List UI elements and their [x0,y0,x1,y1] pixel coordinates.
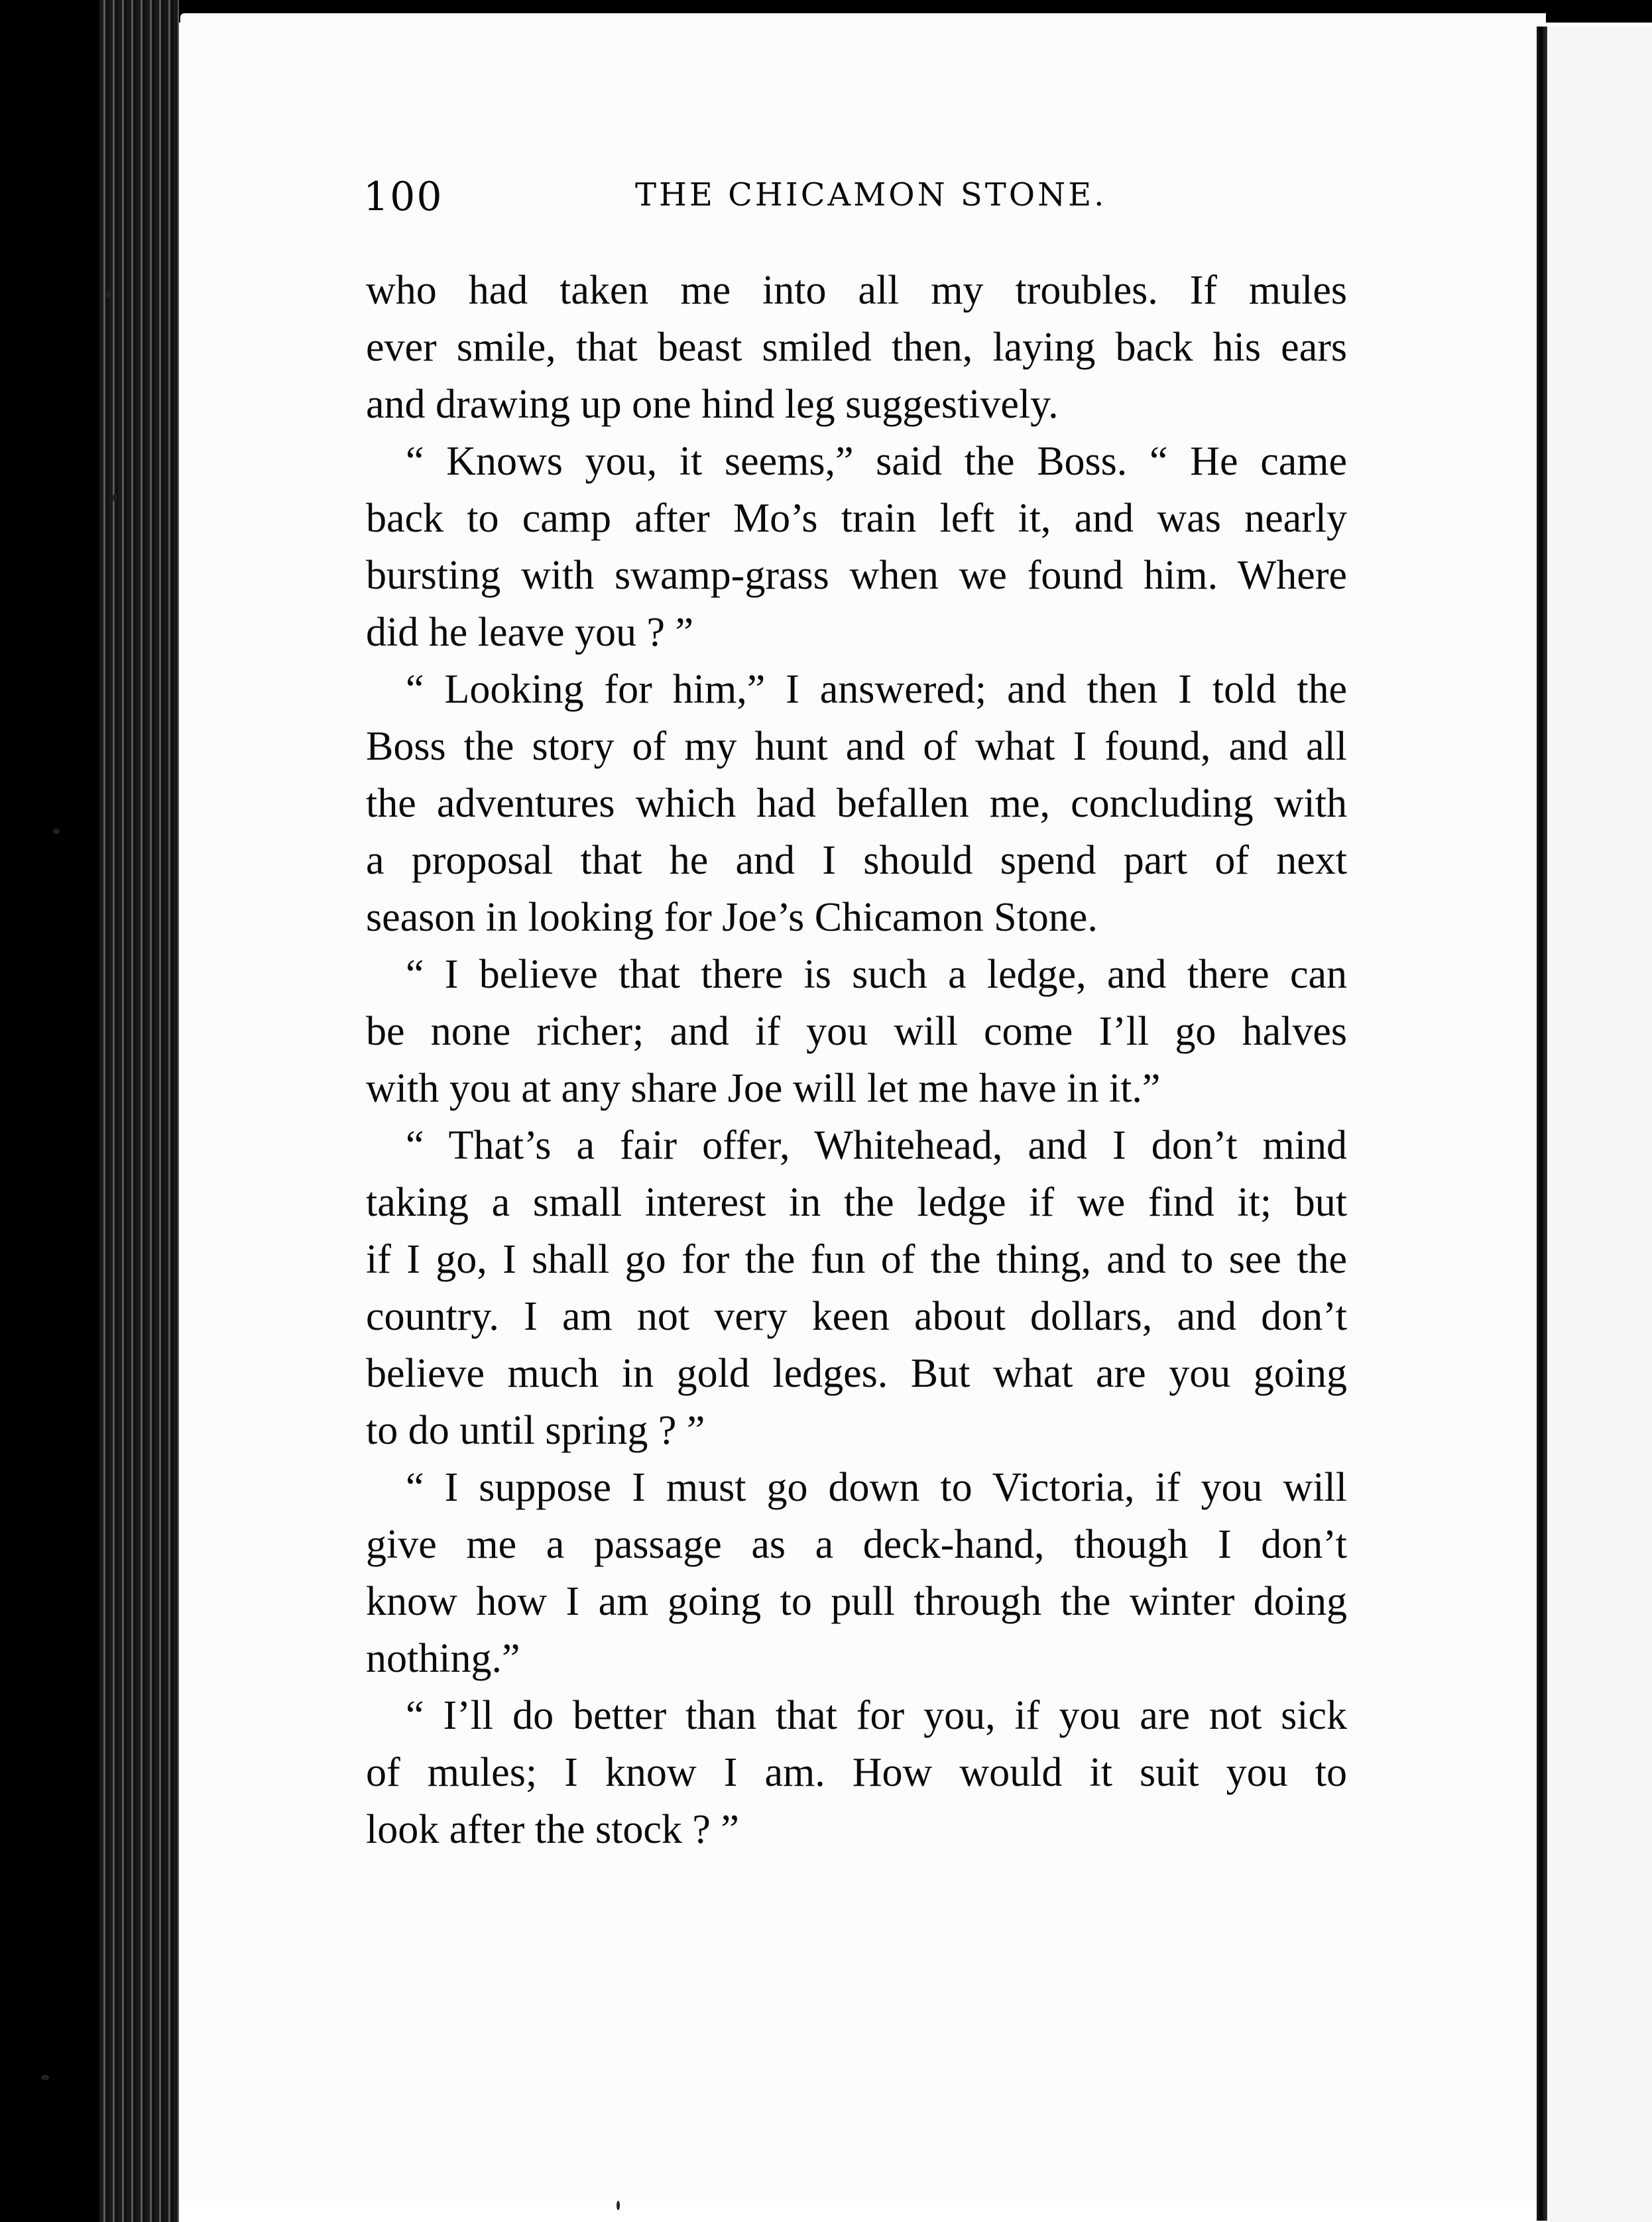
text-line: if I go, I shall go for the fun of the thing, and to see the [366,1237,1347,1282]
text-line: of mules; I know I am. How would it suit you to [366,1750,1347,1795]
text-line: who had taken me into all my troubles. If mules [366,268,1347,313]
text-line: bursting with swamp-grass when we found him. Where [366,553,1347,598]
text-line: a proposal that he and I should spend part of next [366,838,1347,883]
page-header [363,174,1358,227]
text-line: Boss the story of my hunt and of what I found, and all [366,724,1347,769]
page-edges [99,0,179,2222]
text-line: believe much in gold ledges. But what are you going [366,1351,1347,1396]
text-line: “ Knows you, it seems,” said the Boss. “ He came [406,439,1347,484]
text-line: know how I am going to pull through the winter doing [366,1579,1347,1624]
text-line: taking a small interest in the ledge if we find it; but [366,1180,1347,1225]
text-line: be none richer; and if you will come I’ll go halves [366,1009,1347,1054]
body-text [366,262,1347,1858]
text-line: country. I am not very keen about dollars, and don’t [366,1294,1347,1339]
text-line: look after the stock ? ” [366,1807,739,1852]
facing-page-edge [1537,27,1547,2221]
text-line: “ That’s a fair offer, Whitehead, and I don’t mind [406,1123,1347,1168]
text-line: give me a passage as a deck-hand, though I don’t [366,1522,1347,1567]
text-line: with you at any share Joe will let me have in it.” [366,1066,1161,1111]
running-head: THE CHICAMON STONE. [635,176,1107,213]
text-line: season in looking for Joe’s Chicamon Stone. [366,895,1098,940]
text-line: “ I suppose I must go down to Victoria, if you will [406,1465,1347,1510]
text-line: nothing.” [366,1636,520,1681]
page-number: 100 [363,174,443,220]
text-line: “ I believe that there is such a ledge, and there can [406,952,1347,997]
text-line: “ Looking for him,” I answered; and then I told the [406,667,1347,712]
text-line: back to camp after Mo’s train left it, and was nearly [366,496,1347,541]
text-line: ever smile, that beast smiled then, laying back his ears [366,325,1347,370]
text-line: “ I’ll do better than that for you, if you are not sick [406,1693,1347,1738]
text-line: did he leave you ? ” [366,610,694,655]
text-line: the adventures which had befallen me, concluding with [366,781,1347,826]
facing-page-strip [1547,27,1652,2222]
text-line: to do until spring ? ” [366,1408,705,1453]
text-line: and drawing up one hind leg suggestively. [366,382,1059,427]
